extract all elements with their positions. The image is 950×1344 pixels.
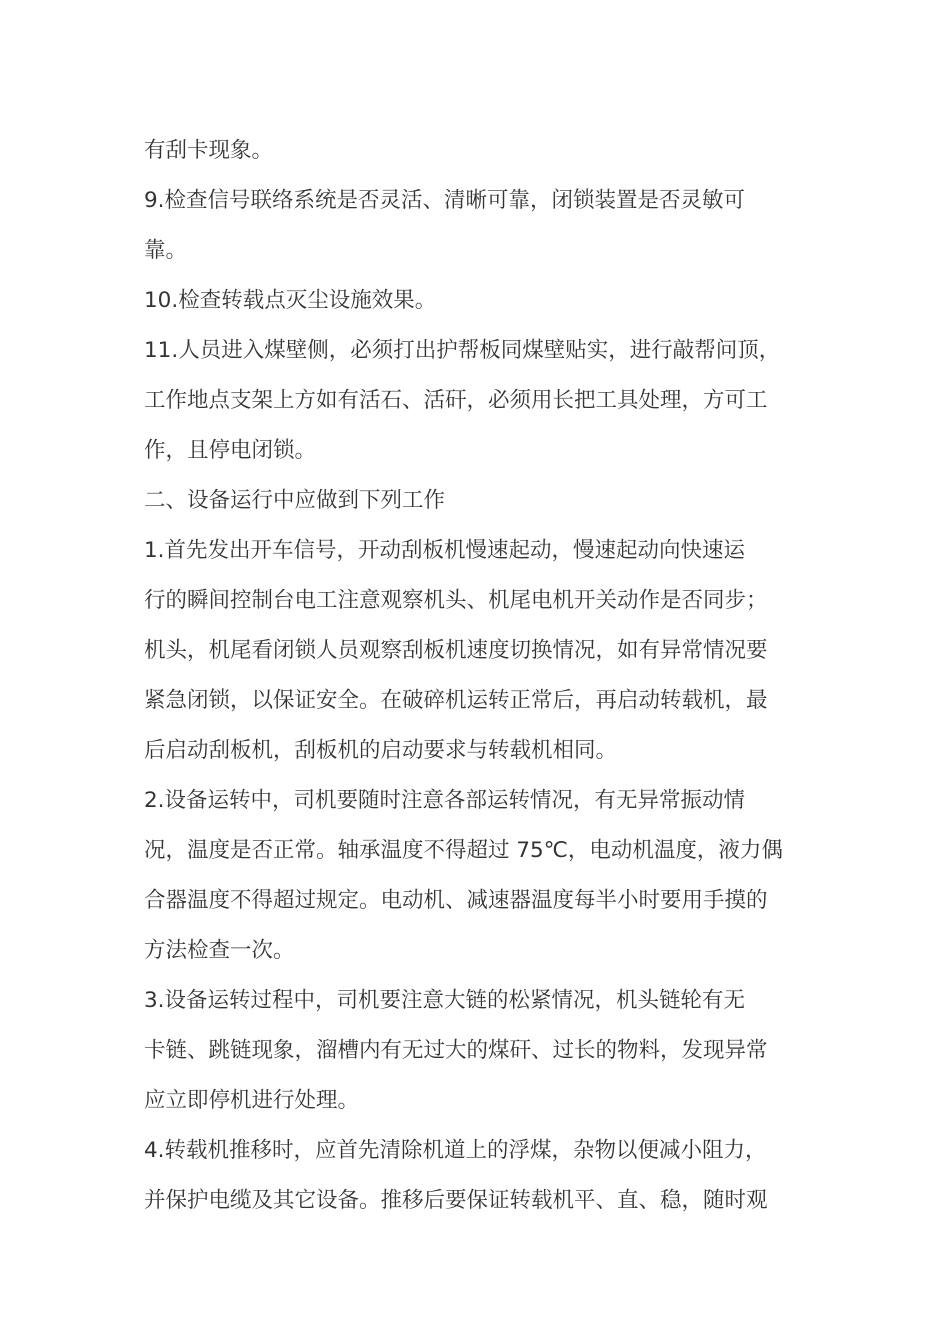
text-line-continuation: 行的瞬间控制台电工注意观察机头、机尾电机开关动作是否同步；	[144, 588, 768, 613]
text-line-continuation: 有刮卡现象。	[144, 138, 274, 163]
list-item-4: 4.转载机推移时，应首先清除机道上的浮煤，杂物以便减小阻力，	[144, 1138, 767, 1163]
text-line-continuation: 况，温度是否正常。轴承温度不得超过 75℃，电动机温度，液力偶	[144, 838, 783, 863]
text-line-continuation: 并保护电缆及其它设备。推移后要保证转载机平、直、稳，随时观	[144, 1188, 768, 1213]
text-line-continuation: 方法检查一次。	[144, 938, 295, 963]
text-line-continuation: 应立即停机进行处理。	[144, 1088, 360, 1113]
list-item-3: 3.设备运转过程中，司机要注意大链的松紧情况，机头链轮有无	[144, 988, 746, 1013]
list-item-10: 10.检查转载点灭尘设施效果。	[144, 288, 437, 313]
section-heading: 二、设备运行中应做到下列工作	[144, 488, 446, 513]
text-line-continuation: 紧急闭锁，以保证安全。在破碎机运转正常后，再启动转载机，最	[144, 688, 768, 713]
text-line-continuation: 合器温度不得超过规定。电动机、减速器温度每半小时要用手摸的	[144, 888, 768, 913]
list-item-11: 11.人员进入煤壁侧，必须打出护帮板同煤壁贴实，进行敲帮问顶，	[144, 338, 781, 363]
text-line-continuation: 作，且停电闭锁。	[144, 438, 317, 463]
document-body	[144, 134, 814, 1234]
list-item-1: 1.首先发出开车信号，开动刮板机慢速起动，慢速起动向快速运	[144, 538, 746, 563]
text-line-continuation: 工作地点支架上方如有活石、活矸，必须用长把工具处理，方可工	[144, 388, 768, 413]
text-line-continuation: 卡链、跳链现象，溜槽内有无过大的煤矸、过长的物料，发现异常	[144, 1038, 768, 1063]
text-line-continuation: 机头，机尾看闭锁人员观察刮板机速度切换情况，如有异常情况要	[144, 638, 768, 663]
list-item-9: 9.检查信号联络系统是否灵活、清晰可靠，闭锁装置是否灵敏可	[144, 188, 746, 213]
text-line-continuation: 靠。	[144, 238, 188, 263]
text-line-continuation: 后启动刮板机，刮板机的启动要求与转载机相同。	[144, 738, 618, 763]
list-item-2: 2.设备运转中，司机要随时注意各部运转情况，有无异常振动情	[144, 788, 746, 813]
